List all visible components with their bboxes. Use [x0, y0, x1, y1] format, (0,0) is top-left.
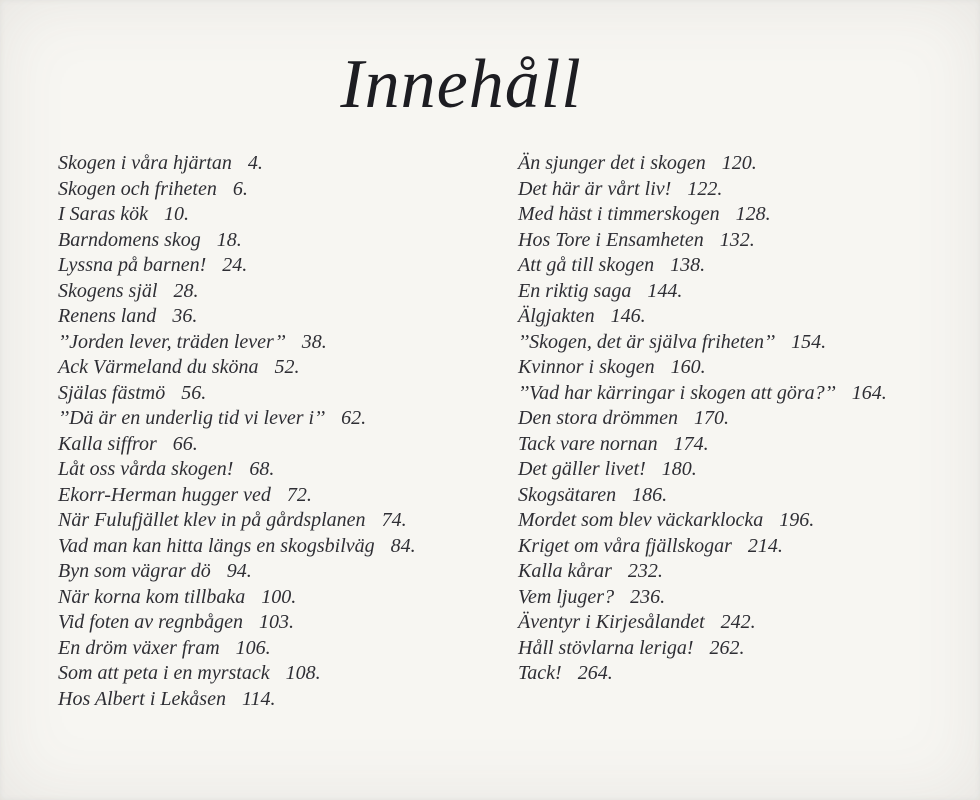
toc-column-right [518, 151, 978, 712]
toc-entry-page: 232. [627, 560, 663, 582]
toc-entry-title: Vid foten av regnbågen [58, 611, 243, 633]
toc-entry [518, 636, 978, 662]
toc-entry-page: 160. [670, 356, 706, 378]
toc-entry-page: 122. [687, 177, 723, 200]
toc-entry [58, 228, 518, 254]
toc-entry-title: Kvinnor i skogen [518, 356, 655, 378]
toc-entry [58, 483, 518, 509]
toc-entry-title: Skogens själ [58, 279, 158, 302]
toc-entry-title: Kriget om våra fjällskogar [518, 534, 732, 557]
toc-entry-title: Som att peta i en myrstack [58, 662, 270, 684]
toc-entry [58, 253, 518, 279]
toc-entry-page: 144. [647, 279, 683, 302]
toc-entry-title: Skogen och friheten [58, 177, 217, 200]
toc-entry-page: 146. [610, 305, 646, 327]
toc-entry-page: 154. [791, 330, 827, 353]
toc-entry-page: 103. [258, 611, 294, 633]
toc-entry [518, 330, 978, 356]
toc-entry-title: Älgjakten [518, 305, 595, 327]
toc-entry-title: Ekorr-Herman hugger ved [58, 483, 271, 506]
toc-entry [58, 381, 518, 407]
toc-entry-title: Det här är vårt liv! [518, 177, 672, 200]
toc-entry-title: En riktig saga [518, 279, 632, 302]
toc-entry [518, 508, 978, 534]
toc-entry-title: Låt oss vårda skogen! [58, 458, 234, 480]
toc-entry [518, 202, 978, 228]
toc-entry-page: 174. [673, 432, 709, 455]
toc-entry-title: Ack Värmeland du sköna [58, 356, 259, 378]
toc-entry-title: När Fulufjället klev in på gårdsplanen [58, 509, 366, 531]
toc-entry [518, 534, 978, 560]
toc-entry-page: 100. [261, 585, 297, 608]
toc-entry-page: 186. [632, 483, 668, 506]
toc-entry [518, 457, 978, 483]
toc-entry [518, 432, 978, 458]
toc-entry-title: ’’Dä är en underlig tid vi lever i’’ [58, 407, 326, 429]
toc-entry-page: 196. [779, 509, 815, 531]
toc-entry [518, 381, 978, 407]
toc-entry [58, 304, 518, 330]
toc-columns [0, 151, 980, 712]
toc-entry [58, 534, 518, 560]
toc-entry-title: Hos Albert i Lekåsen [58, 687, 226, 710]
toc-entry-title: Det gäller livet! [518, 458, 646, 480]
toc-entry-title: ’’Jorden lever, träden lever’’ [58, 330, 286, 353]
toc-entry-title: Kalla siffror [58, 432, 157, 455]
toc-entry [58, 457, 518, 483]
toc-entry [518, 177, 978, 203]
toc-entry-page: 128. [735, 203, 771, 225]
toc-entry-page: 4. [247, 152, 263, 174]
toc-entry-title: Mordet som blev väckarklocka [518, 509, 764, 531]
toc-entry [518, 304, 978, 330]
toc-entry-page: 108. [285, 662, 321, 684]
toc-entry [518, 228, 978, 254]
toc-column-left [58, 151, 518, 712]
toc-entry-page: 24. [222, 254, 248, 276]
toc-entry [58, 661, 518, 687]
toc-entry [518, 151, 978, 177]
toc-entry-title: Vad man kan hitta längs en skogsbilväg [58, 534, 375, 557]
toc-entry-page: 72. [286, 483, 312, 506]
toc-entry-title: I Saras kök [58, 203, 148, 225]
toc-entry [58, 636, 518, 662]
toc-entry-page: 106. [235, 636, 271, 659]
toc-entry-title: Äventyr i Kirjesålandet [518, 611, 705, 633]
toc-entry-page: 164. [851, 381, 887, 404]
toc-entry [58, 585, 518, 611]
toc-entry [58, 202, 518, 228]
toc-entry-page: 170. [694, 407, 729, 429]
toc-entry-page: 56. [181, 381, 207, 404]
toc-entry-page: 262. [709, 636, 745, 659]
toc-entry-page: 120. [721, 152, 757, 174]
toc-entry-title: ’’Vad har kärringar i skogen att göra?’’ [518, 381, 836, 404]
toc-entry-title: Renens land [58, 305, 157, 327]
toc-entry [518, 483, 978, 509]
toc-entry-title: Håll stövlarna leriga! [518, 636, 694, 659]
toc-entry-title: Den stora drömmen [518, 407, 678, 429]
toc-entry [518, 279, 978, 305]
toc-entry [58, 406, 518, 432]
toc-entry-title: Lyssna på barnen! [58, 254, 207, 276]
toc-entry-title: Tack vare nornan [518, 432, 658, 455]
toc-entry-page: 236. [630, 585, 666, 608]
toc-entry [518, 585, 978, 611]
toc-entry-page: 66. [172, 432, 198, 455]
toc-entry-title: ’’Skogen, det är själva friheten’’ [518, 330, 776, 353]
toc-entry-title: Med häst i timmerskogen [518, 203, 720, 225]
toc-entry [518, 406, 978, 432]
toc-entry-page: 180. [661, 458, 697, 480]
toc-entry-page: 84. [390, 534, 416, 557]
toc-entry-page: 6. [232, 177, 248, 200]
toc-entry-title: Tack! [518, 662, 562, 684]
toc-entry [58, 610, 518, 636]
toc-entry-page: 242. [720, 611, 756, 633]
toc-entry [58, 330, 518, 356]
toc-entry-page: 28. [173, 279, 199, 302]
toc-entry-title: Skogsätaren [518, 483, 617, 506]
toc-entry-title: Än sjunger det i skogen [518, 152, 706, 174]
toc-entry-title: Vem ljuger? [518, 585, 615, 608]
toc-entry-page: 62. [341, 407, 367, 429]
toc-entry [518, 661, 978, 687]
toc-entry [58, 355, 518, 381]
toc-entry [58, 559, 518, 585]
toc-entry-title: Själas fästmö [58, 381, 166, 404]
toc-entry-title: Hos Tore i Ensamheten [518, 228, 704, 251]
toc-entry-page: 214. [747, 534, 783, 557]
toc-entry-page: 10. [163, 203, 189, 225]
toc-entry [58, 432, 518, 458]
toc-entry [58, 151, 518, 177]
toc-entry-title: En dröm växer fram [58, 636, 220, 659]
toc-entry [58, 279, 518, 305]
toc-entry-page: 94. [226, 560, 252, 582]
toc-entry-page: 138. [670, 254, 706, 276]
toc-entry-page: 52. [274, 356, 300, 378]
toc-entry-page: 264. [577, 662, 613, 684]
toc-entry-page: 68. [249, 458, 275, 480]
toc-entry-title: Skogen i våra hjärtan [58, 152, 232, 174]
toc-entry-page: 38. [301, 330, 327, 353]
toc-entry-title: Barndomens skog [58, 228, 201, 251]
toc-entry [518, 355, 978, 381]
toc-entry-title: Att gå till skogen [518, 254, 655, 276]
toc-entry-title: Byn som vägrar dö [58, 560, 211, 582]
toc-entry-page: 74. [381, 509, 407, 531]
toc-entry-title: Kalla kårar [518, 560, 612, 582]
toc-entry-page: 18. [216, 228, 242, 251]
toc-entry [58, 177, 518, 203]
toc-entry [58, 687, 518, 713]
page-title: Innehåll [340, 46, 582, 123]
toc-entry [518, 610, 978, 636]
toc-entry-page: 114. [241, 687, 276, 710]
toc-entry-title: När korna kom tillbaka [58, 585, 246, 608]
toc-entry [518, 253, 978, 279]
toc-entry-page: 132. [719, 228, 755, 251]
toc-entry [58, 508, 518, 534]
toc-entry-page: 36. [172, 305, 198, 327]
toc-entry [518, 559, 978, 585]
